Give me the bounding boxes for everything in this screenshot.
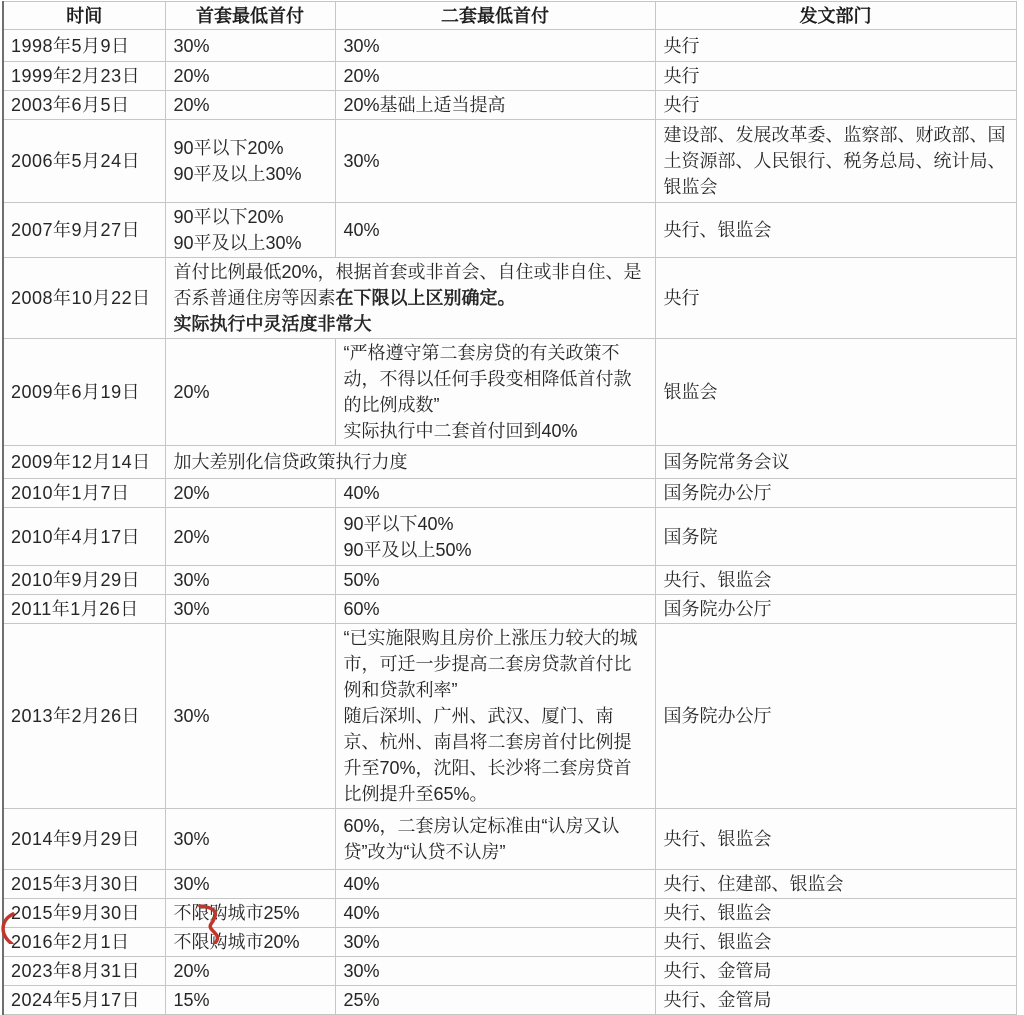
cell-first-downpayment: 15% [165, 986, 335, 1015]
cell-date: 2015年3月30日 [3, 870, 165, 899]
cell-department: 建设部、发展改革委、监察部、财政部、国土资源部、人民银行、税务总局、统计局、银监会 [655, 120, 1016, 203]
cell-department: 国务院 [655, 508, 1016, 566]
cell-date: 2016年2月1日 [3, 928, 165, 957]
cell-date: 2010年1月7日 [3, 479, 165, 508]
cell-second-downpayment: 60% [335, 595, 655, 624]
cell-date: 2014年9月29日 [3, 809, 165, 870]
cell-date: 2024年5月17日 [3, 986, 165, 1015]
cell-date: 2006年5月24日 [3, 120, 165, 203]
cell-date: 1999年2月23日 [3, 62, 165, 91]
cell-first-downpayment: 20% [165, 339, 335, 446]
cell-department: 央行、银监会 [655, 928, 1016, 957]
cell-first-downpayment: 20% [165, 479, 335, 508]
table-row [3, 91, 1016, 120]
cell-second-downpayment: 20% [335, 62, 655, 91]
cell-second-downpayment: 30% [335, 120, 655, 203]
cell-date: 2003年6月5日 [3, 91, 165, 120]
table-row [3, 446, 1016, 479]
cell-second-downpayment: 40% [335, 870, 655, 899]
cell-first-downpayment: 90平以下20% 90平及以上30% [165, 203, 335, 258]
table-row [3, 30, 1016, 62]
downpayment-policy-table [2, 1, 1017, 1015]
table-row [3, 339, 1016, 446]
cell-date: 2015年9月30日 [3, 899, 165, 928]
table-row [3, 870, 1016, 899]
col-header-first-downpayment: 首套最低首付 [165, 2, 335, 30]
cell-first-downpayment: 不限购城市25% [165, 899, 335, 928]
cell-date: 2010年4月17日 [3, 508, 165, 566]
table-row [3, 120, 1016, 203]
table-row [3, 479, 1016, 508]
cell-date: 2009年6月19日 [3, 339, 165, 446]
cell-department: 央行、金管局 [655, 957, 1016, 986]
cell-second-downpayment: 30% [335, 928, 655, 957]
cell-department: 央行 [655, 30, 1016, 62]
cell-second-downpayment: 60%，二套房认定标准由“认房又认贷”改为“认贷不认房” [335, 809, 655, 870]
cell-department: 国务院办公厅 [655, 624, 1016, 809]
col-header-department: 发文部门 [655, 2, 1016, 30]
cell-first-downpayment: 30% [165, 624, 335, 809]
cell-department: 银监会 [655, 339, 1016, 446]
cell-date: 2008年10月22日 [3, 258, 165, 339]
col-header-time: 时间 [3, 2, 165, 30]
cell-second-downpayment: 40% [335, 899, 655, 928]
cell-department: 央行 [655, 62, 1016, 91]
table-row [3, 566, 1016, 595]
cell-first-downpayment: 30% [165, 809, 335, 870]
cell-date: 2010年9月29日 [3, 566, 165, 595]
cell-department: 国务院办公厅 [655, 479, 1016, 508]
cell-second-downpayment: “已实施限购且房价上涨压力较大的城市，可迁一步提高二套房贷款首付比例和贷款利率” 随后深圳、广州、武汉、厦门、南京、杭州、南昌将二套房首付比例提升至70%，沈阳、长沙将二套房贷首比例提升至65%。 [335, 624, 655, 809]
cell-department: 央行 [655, 91, 1016, 120]
cell-policy-note: 首付比例最低20%，根据首套或非首会、自住或非自住、是否系普通住房等因素在下限以上区别确定。 实际执行中灵活度非常大 [165, 258, 655, 339]
cell-second-downpayment: 30% [335, 957, 655, 986]
cell-second-downpayment: 25% [335, 986, 655, 1015]
cell-department: 央行、银监会 [655, 203, 1016, 258]
cell-second-downpayment: 30% [335, 30, 655, 62]
cell-date: 2013年2月26日 [3, 624, 165, 809]
table-row [3, 508, 1016, 566]
cell-first-downpayment: 30% [165, 595, 335, 624]
cell-second-downpayment: 40% [335, 203, 655, 258]
cell-first-downpayment: 20% [165, 91, 335, 120]
cell-department: 央行、银监会 [655, 809, 1016, 870]
cell-department: 央行 [655, 258, 1016, 339]
cell-first-downpayment: 20% [165, 957, 335, 986]
cell-first-downpayment: 30% [165, 870, 335, 899]
table-row [3, 986, 1016, 1015]
table-row [3, 809, 1016, 870]
cell-department: 央行、银监会 [655, 566, 1016, 595]
table-row [3, 624, 1016, 809]
cell-policy-note: 加大差别化信贷政策执行力度 [165, 446, 655, 479]
cell-first-downpayment: 30% [165, 30, 335, 62]
cell-first-downpayment: 20% [165, 508, 335, 566]
table-row [3, 957, 1016, 986]
cell-department: 央行、住建部、银监会 [655, 870, 1016, 899]
table-row [3, 595, 1016, 624]
cell-department: 国务院常务会议 [655, 446, 1016, 479]
cell-first-downpayment: 不限购城市20% [165, 928, 335, 957]
table-row [3, 258, 1016, 339]
cell-second-downpayment: 50% [335, 566, 655, 595]
cell-department: 国务院办公厅 [655, 595, 1016, 624]
cell-date: 2007年9月27日 [3, 203, 165, 258]
cell-second-downpayment: 20%基础上适当提高 [335, 91, 655, 120]
cell-first-downpayment: 90平以下20% 90平及以上30% [165, 120, 335, 203]
cell-first-downpayment: 20% [165, 62, 335, 91]
table-row [3, 62, 1016, 91]
cell-department: 央行、金管局 [655, 986, 1016, 1015]
cell-date: 2023年8月31日 [3, 957, 165, 986]
cell-second-downpayment: 90平以下40% 90平及以上50% [335, 508, 655, 566]
cell-second-downpayment: “严格遵守第二套房贷的有关政策不动，不得以任何手段变相降低首付款的比例成数” 实际执行中二套首付回到40% [335, 339, 655, 446]
col-header-second-downpayment: 二套最低首付 [335, 2, 655, 30]
cell-second-downpayment: 40% [335, 479, 655, 508]
table-row [3, 203, 1016, 258]
cell-first-downpayment: 30% [165, 566, 335, 595]
table-row [3, 899, 1016, 928]
cell-date: 2009年12月14日 [3, 446, 165, 479]
cell-date: 1998年5月9日 [3, 30, 165, 62]
header-row [3, 2, 1016, 30]
cell-department: 央行、银监会 [655, 899, 1016, 928]
cell-date: 2011年1月26日 [3, 595, 165, 624]
table-row [3, 928, 1016, 957]
